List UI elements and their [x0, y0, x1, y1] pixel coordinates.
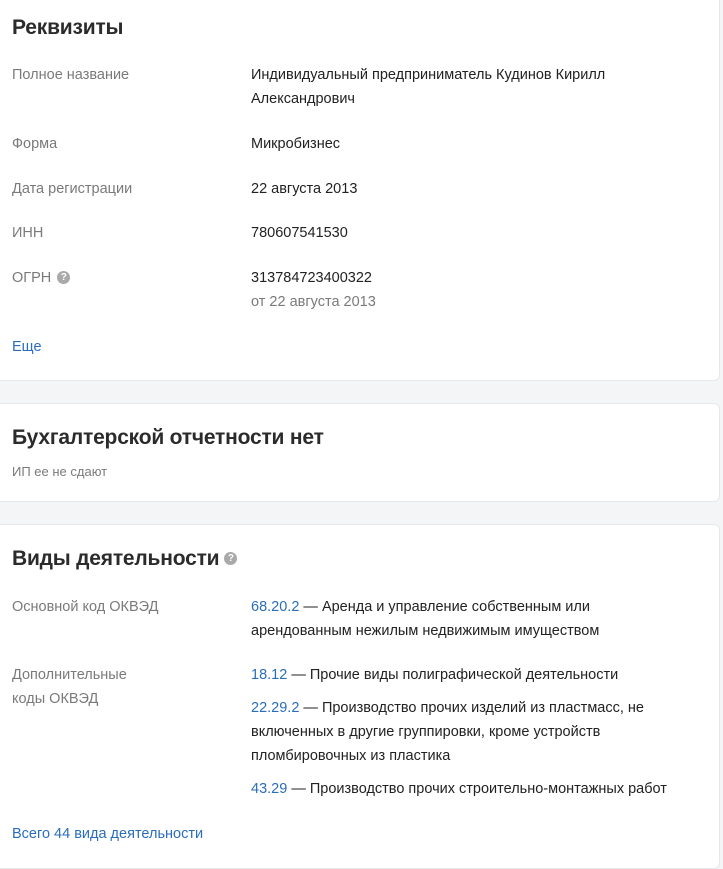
form-value: Микробизнес	[251, 136, 341, 152]
full-name-value: Индивидуальный предприниматель Кудинов Кирилл Александрович	[251, 67, 606, 107]
inn-value: 780607541530	[251, 225, 348, 241]
okved-code-link[interactable]: 68.20.2	[251, 599, 300, 615]
main-okved-label: Основной код ОКВЭД	[12, 599, 159, 615]
ogrn-number: 313784723400322	[251, 270, 372, 286]
okved-description: — Аренда и управление собственным или арендованным нежилым недвижимым имуществом	[251, 599, 600, 639]
extra-okved-label-line1: Дополнительные	[12, 667, 127, 683]
ogrn-label-row	[12, 266, 70, 290]
okved-description: — Прочие виды полиграфической деятельности	[287, 667, 619, 683]
ogrn-value	[251, 266, 701, 314]
activities-title: Виды деятельности	[12, 547, 220, 570]
activities-card	[0, 524, 720, 869]
main-okved-item	[251, 595, 671, 643]
requisites-title: Реквизиты	[12, 16, 124, 39]
question-circle-icon[interactable]: ?	[224, 552, 237, 565]
extra-okved-label-line2: коды ОКВЭД	[12, 691, 99, 707]
okved-description: — Производство прочих изделий из пластмасс, не включенных в другие группировки, кроме устройств пломбировочных из пластика	[251, 700, 644, 764]
extra-okved-item	[251, 663, 701, 687]
accounting-note: ИП ее не сдают	[12, 464, 108, 479]
form-label: Форма	[12, 136, 58, 152]
extra-okved-label	[12, 663, 127, 711]
extra-okved-item	[251, 777, 711, 801]
okved-description: — Производство прочих строительно-монтажных работ	[287, 781, 667, 797]
requisites-card	[0, 0, 720, 381]
ogrn-date: от 22 августа 2013	[251, 294, 376, 310]
activities-title-row	[12, 547, 237, 571]
inn-label: ИНН	[12, 225, 44, 241]
okved-code-link[interactable]: 18.12	[251, 667, 288, 683]
accounting-card	[0, 403, 720, 502]
accounting-title: Бухгалтерской отчетности нет	[12, 426, 324, 449]
registration-date-label: Дата регистрации	[12, 181, 133, 197]
okved-code-link[interactable]: 43.29	[251, 781, 288, 797]
registration-date-value: 22 августа 2013	[251, 181, 358, 197]
okved-code-link[interactable]: 22.29.2	[251, 700, 300, 716]
full-name-label: Полное название	[12, 67, 130, 83]
all-activities-link[interactable]: Всего 44 вида деятельности	[12, 826, 204, 842]
more-link[interactable]: Еще	[12, 339, 42, 355]
ogrn-label: ОГРН	[12, 270, 52, 286]
question-circle-icon[interactable]: ?	[57, 271, 70, 284]
extra-okved-item	[251, 696, 681, 768]
